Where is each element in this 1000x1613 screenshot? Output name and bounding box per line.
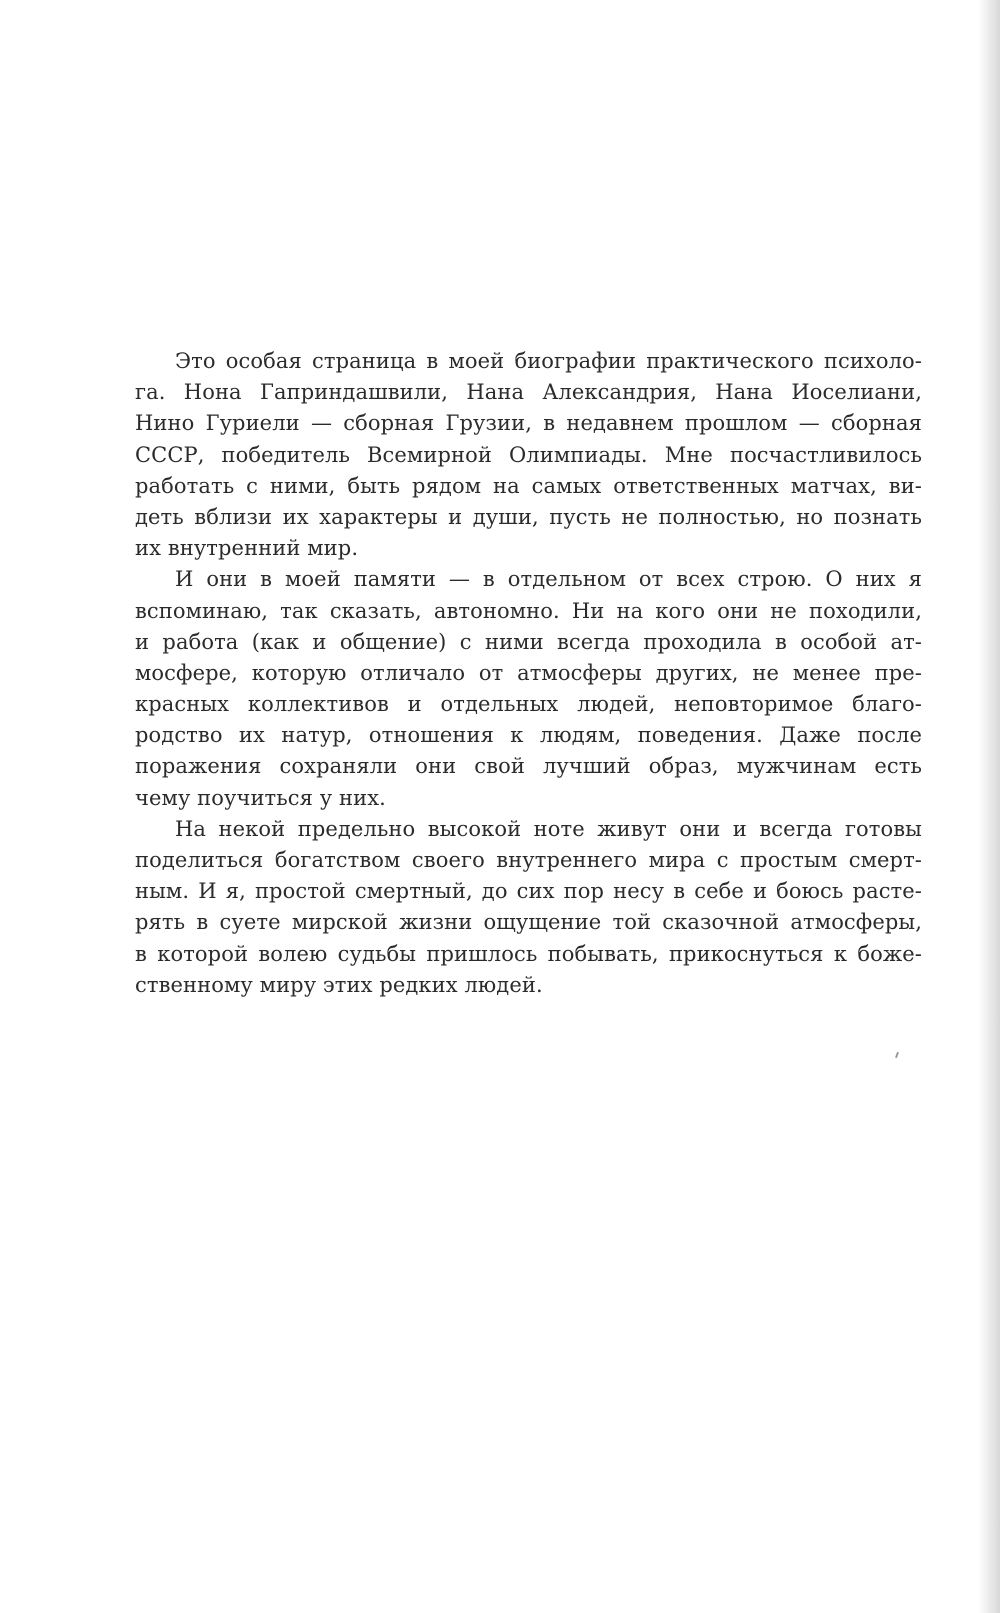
text-line: га. Нона Гаприндашвили, Нана Александрия, Нана Иоселиани, — [135, 380, 922, 405]
text-line: поражения сохраняли они свой лучший образ, мужчинам есть — [135, 754, 922, 779]
text-line: и работа (как и общение) с ними всегда проходила в особой ат- — [135, 629, 922, 654]
text-line: деть вблизи их характеры и души, пусть не полностью, но познать — [135, 504, 922, 529]
text-line: поделиться богатством своего внутреннего мира с простым смерт- — [135, 848, 922, 872]
text-line: Это особая страница в моей биографии практического психоло- — [175, 349, 922, 373]
text-line: их внутренний мир. — [135, 536, 359, 561]
text-line: рять в суете мирской жизни ощущение той сказочной атмосферы, — [135, 910, 922, 935]
text-line: И они в моей памяти — в отдельном от всех строю. О них я — [175, 567, 922, 592]
text-line: На некой предельно высокой ноте живут они и всегда готовы — [175, 816, 922, 841]
text-line: родство их натур, отношения к людям, поведения. Даже после — [135, 723, 922, 748]
text-line: ственному миру этих редких людей. — [135, 972, 543, 997]
text-line: работать с ними, быть рядом на самых ответственных матчах, ви- — [135, 473, 922, 498]
text-line: красных коллективов и отдельных людей, неповторимое благо- — [135, 692, 922, 717]
text-line: чему поучиться у них. — [135, 785, 386, 810]
text-line: вспоминаю, так сказать, автономно. Ни на кого они не походили, — [135, 598, 922, 623]
text-line: СССР, победитель Всемирной Олимпиады. Мне посчастливилось — [135, 442, 922, 467]
scan-speck — [895, 1052, 899, 1058]
text-line: Нино Гуриели — сборная Грузии, в недавнем прошлом — сборная — [135, 411, 922, 436]
body-text — [135, 346, 922, 1001]
text-line: ным. И я, простой смертный, до сих пор несу в себе и боюсь расте- — [135, 879, 922, 904]
page-edge-shadow — [978, 0, 1000, 1613]
paragraph-2 — [135, 564, 922, 814]
text-line: мосфере, которую отличало от атмосферы других, не менее пре- — [135, 660, 922, 685]
paragraph-1 — [135, 346, 922, 564]
paragraph-3 — [135, 814, 922, 1001]
text-line: в которой волею судьбы пришлось побывать, прикоснуться к боже- — [135, 941, 922, 966]
